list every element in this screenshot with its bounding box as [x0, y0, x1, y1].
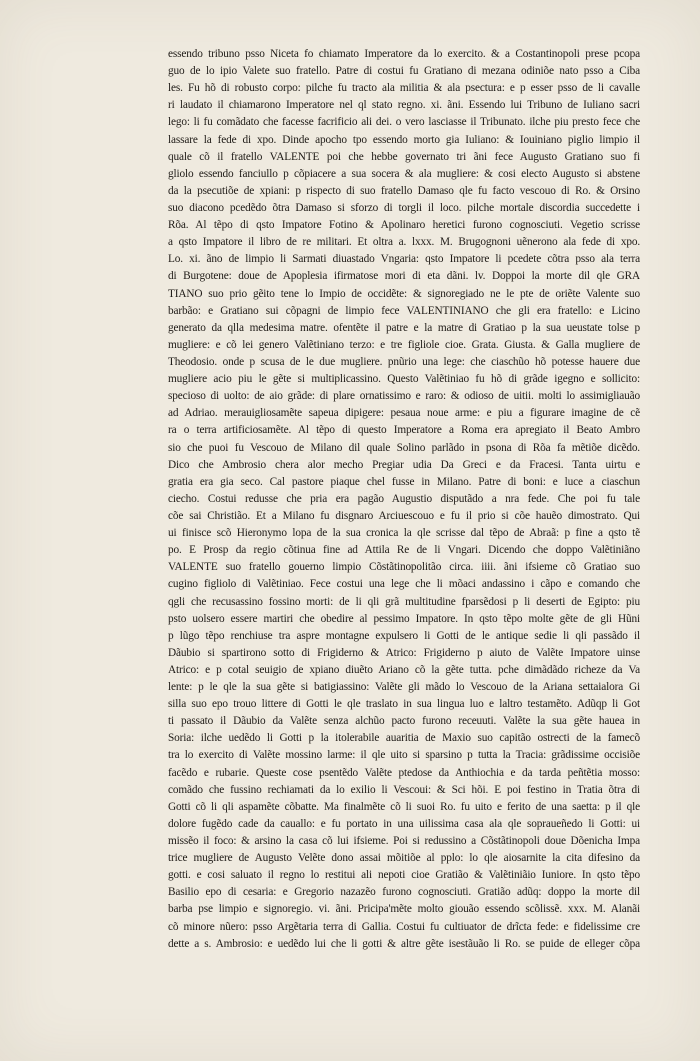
text-column: [168, 46, 640, 953]
text-line: psto uolsero essere martiri che obedire al pessimo Impatore. In qsto tẽpo molte gẽte de gli Hũni: [168, 612, 640, 625]
text-line: missẽo il foco: & arsino la casa cõ lui ifsieme. Poi si redussino a Cõstãtinopoli doue Dõenicha Impa: [168, 835, 640, 848]
text-line: cõe sai Christião. Et a Milano fu disgnaro Arciuescouo e fu il prio si cõe hauẽo dimostrato. Qui: [168, 509, 640, 522]
text-line: lego: li fu comãdato che facesse facrificio ali dei. o vero lasciasse il Tribunato. ilche piu presto fece che: [168, 116, 640, 129]
text-line: lente: p le qle la sua gẽte si batigiassino: Valẽte gli mãdo lo Vescouo de la Ariana settaialora Gi: [168, 681, 640, 694]
text-line: Atrico: e p cotal seuigio de xpiano diuẽto Ariano cõ la gẽte tutta. pche dimãdãdo richeze da Va: [168, 663, 640, 676]
text-line: cugino figliolo di Valẽtiniao. Fece costui una lege che li mõaci andassino i cãpo e comando che: [168, 578, 640, 591]
text-line: da la psecutiõe de xpiani: p rispecto di suo fratello Damaso qle fu facto vescouo di Ro. & Orsino: [168, 184, 640, 197]
text-line: ui finisce scõ Hieronymo lopa de la sua cronica la qle scrisse dal tẽpo de Abraã: p fine a qsto tẽ: [168, 527, 640, 540]
text-line: p lũgo tẽpo renchiuse tra aspre montagne expulsero li Gotti de le antique sedie li qli passãdo il: [168, 629, 640, 642]
text-line: mugliere acio piu le gẽte si multiplicassino. Questo Valẽtiniao fu hõ di grãde igegno e sollicito:: [168, 373, 640, 386]
text-line: Lo. xi. ãno de limpio li Sarmati diuastado Vngaria: qsto Impatore li pcedete cõtra psso ala terra: [168, 253, 640, 266]
text-line: les. Fu hõ di robusto corpo: pilche fu tracto ala militia & ala psectura: e p esser psso de li cavalle: [168, 82, 640, 95]
text-line: Soria: ilche uedẽdo li Gotti p la itolerabile auaritia de Maxio suo capitão ostrecti de la famecõ: [168, 732, 640, 745]
text-line: Dãubio si spartirono sotto di Frigiderno & Atrico: Frigiderno p aiuto de Valẽte Impatore uinse: [168, 646, 640, 659]
text-line: silla suo epo trouo littere di Gotti le qle traslato in sua lingua luo e laltro testamẽto. Adũqp li Got: [168, 698, 640, 711]
text-line: ra o terra artificiosamẽte. Al tẽpo di questo Imperatore a Roma era apregiato il Beato Ambro: [168, 424, 640, 437]
text-line: gotti. e cosi saluato il regno lo restitui ali nepoti cioe Gratião & Valẽtiniãio Iuniore. In qsto tẽpo: [168, 869, 640, 882]
text-line: specioso di uolto: de aio grãde: di plare ornatissimo e raro: & odioso de uitii. molti lo assimigliauão: [168, 390, 640, 403]
text-line: Basilio epo di cesaria: e Gregorio nazazẽo furono cognosciuti. Gratião adũq: doppo la morte dil: [168, 886, 640, 899]
text-line: dolore fugẽdo cade da cauallo: e fu portato in una uilissima casa ala qle sopraueñedo li Gotti: ui: [168, 817, 640, 830]
text-line: mugliere: e cõ lei genero Valẽtiniano terzo: e tre figliole cioe. Grata. Giusta. & Galla mugliere de: [168, 338, 640, 351]
text-line: gliolo essendo fanciullo p cõpiacere a sua socera & ala mugliere: & cosi electo Augusto si abstene: [168, 167, 640, 180]
text-line: TIANO suo prio gẽito tene lo Impio de occidẽte: & signoregiado ne le pte de oriẽte Valente suo: [168, 287, 640, 300]
text-line: ciecho. Costui redusse che pria era pagão Augustio disputãdo a nra fede. Che poi fu tale: [168, 492, 640, 505]
text-line: comãdo che fussino rechiamati da lo exilio li Vescoui: & Sci hõi. E poi festino in Tratia õtra di: [168, 783, 640, 796]
text-line: VALENTE suo fratello gouerno limpio Cõstãtinopolitão circa. iiii. ãni ifsieme cõ Gratiao suo: [168, 561, 640, 574]
text-line: gratia era gia seco. Cal pastore piaque chel fusse in Milano. Patre di boni: e luce a ciaschun: [168, 475, 640, 488]
text-line: Theodosio. onde p scusa de le due mugliere. pnũrio una lege: che ciaschũo hõ potesse hauere due: [168, 355, 640, 368]
text-line: quale cõ il fratello VALENTE poi che hebbe governato tri ãni fece Augusto Gratiano suo fi: [168, 150, 640, 163]
text-line: facẽdo e rubarie. Queste cose psentẽdo Valẽte ptedose da Anthiochia e da tarda peñtẽtia mosso:: [168, 766, 640, 779]
text-line: di Burgotene: doue de Apoplesia ifirmatose mori di eta dãni. lv. Doppoi la morte dil qle GRA: [168, 270, 640, 283]
text-line: lassare la fede di xpo. Dinde apocho tpo essendo morto gia Iuliano: & Iouiniano piglio limpio il: [168, 133, 640, 146]
text-line: ad Adriao. merauigliosamẽte sapeua dipigere: pesaua noue arme: e piu a figurare imagine de cẽ: [168, 407, 640, 420]
text-line: trice mugliere de Augusto Velẽte dono assai mõitiõe al pplo: lo qle aiosarnite la cita difesino da: [168, 852, 640, 865]
text-line: tra lo exercito di Valẽte mossino larme: il qle uito si sparsino p tutta la Tracia: grãdissime occisiõe: [168, 749, 640, 762]
text-line: cõ minore nũero: psso Argẽtaria terra di Gallia. Costui fu cultiuator de drĩcta fede: e fidelissime cre: [168, 920, 640, 933]
text-line: barba pse limpio e signoregio. vi. ãni. Pricipa'mẽte molto giouão essendo scõlissẽ. xxx. M. Alanãi: [168, 903, 640, 916]
text-line: generato da qlla medesima matre. ofentẽte il patre e la matre di Gratiao p la sua ueustate tolse p: [168, 321, 640, 334]
text-line: ri laudato il chiamarono Imperatore nel ql stato regno. xi. ãni. Essendo lui Tribuno de Iuliano sacri: [168, 99, 640, 112]
text-line: barbão: e Gratiano sui cõpagni de limpio fece VALENTINIANO che gli era fratello: e Licino: [168, 304, 640, 317]
text-line: guo de lo ipio Valete suo fratello. Patre di costui fu Gratiano di mezana odiniõe nato psso a Ciba: [168, 65, 640, 78]
text-line: Dico che Ambrosio chera alor mecho Pregiar udia Da Greci e da Fracesi. Tanta uirtu e: [168, 458, 640, 471]
text-line: qgli che recusassino fossino morti: de li qli grã multitudine fparsẽdosi p li deserti de Egipto: piu: [168, 595, 640, 608]
text-line: ti passato il Dãubio da Valẽte senza alchũo pacto furono receuuti. Valẽte la sua gẽte hauea in: [168, 715, 640, 728]
text-line: dette a s. Ambrosio: e uedẽdo lui che li gotti & altre gẽte isestãuão li Ro. se puide de elleger cõpa: [168, 937, 640, 950]
text-line: essendo tribuno psso Niceta fo chiamato Imperatore da lo exercito. & a Costantinopoli prese pcopa: [168, 48, 640, 60]
text-line: po. E Prosp da regio cõtinua fine ad Attila Re de li Vngari. Dicendo che doppo Valẽtiniãno: [168, 544, 640, 557]
text-line: suo diacono pcedẽdo õtra Damaso si sforzo di torgli il loco. pilche mortale discordia succedette i: [168, 201, 640, 214]
text-line: sio che puoi fu Vescouo de Milano dil quale Solino parlãdo in psona di Rõa fa mẽtiõe dicẽdo.: [168, 441, 640, 454]
text-line: a qsto Impatore il libro de re militari. Et oltra a. lxxx. M. Brugognoni uẽnerono ala fede di xpo.: [168, 236, 640, 249]
text-line: Rõa. Al tẽpo di qsto Impatore Fotino & Apolinaro heretici furono cognosciuti. Vegetio scrisse: [168, 219, 640, 232]
text-line: Gotti cõ li qli aspamẽte cõbatte. Ma finalmẽte cõ li suoi Ro. fu uito e ferito de una saetta: p il qle: [168, 800, 640, 813]
